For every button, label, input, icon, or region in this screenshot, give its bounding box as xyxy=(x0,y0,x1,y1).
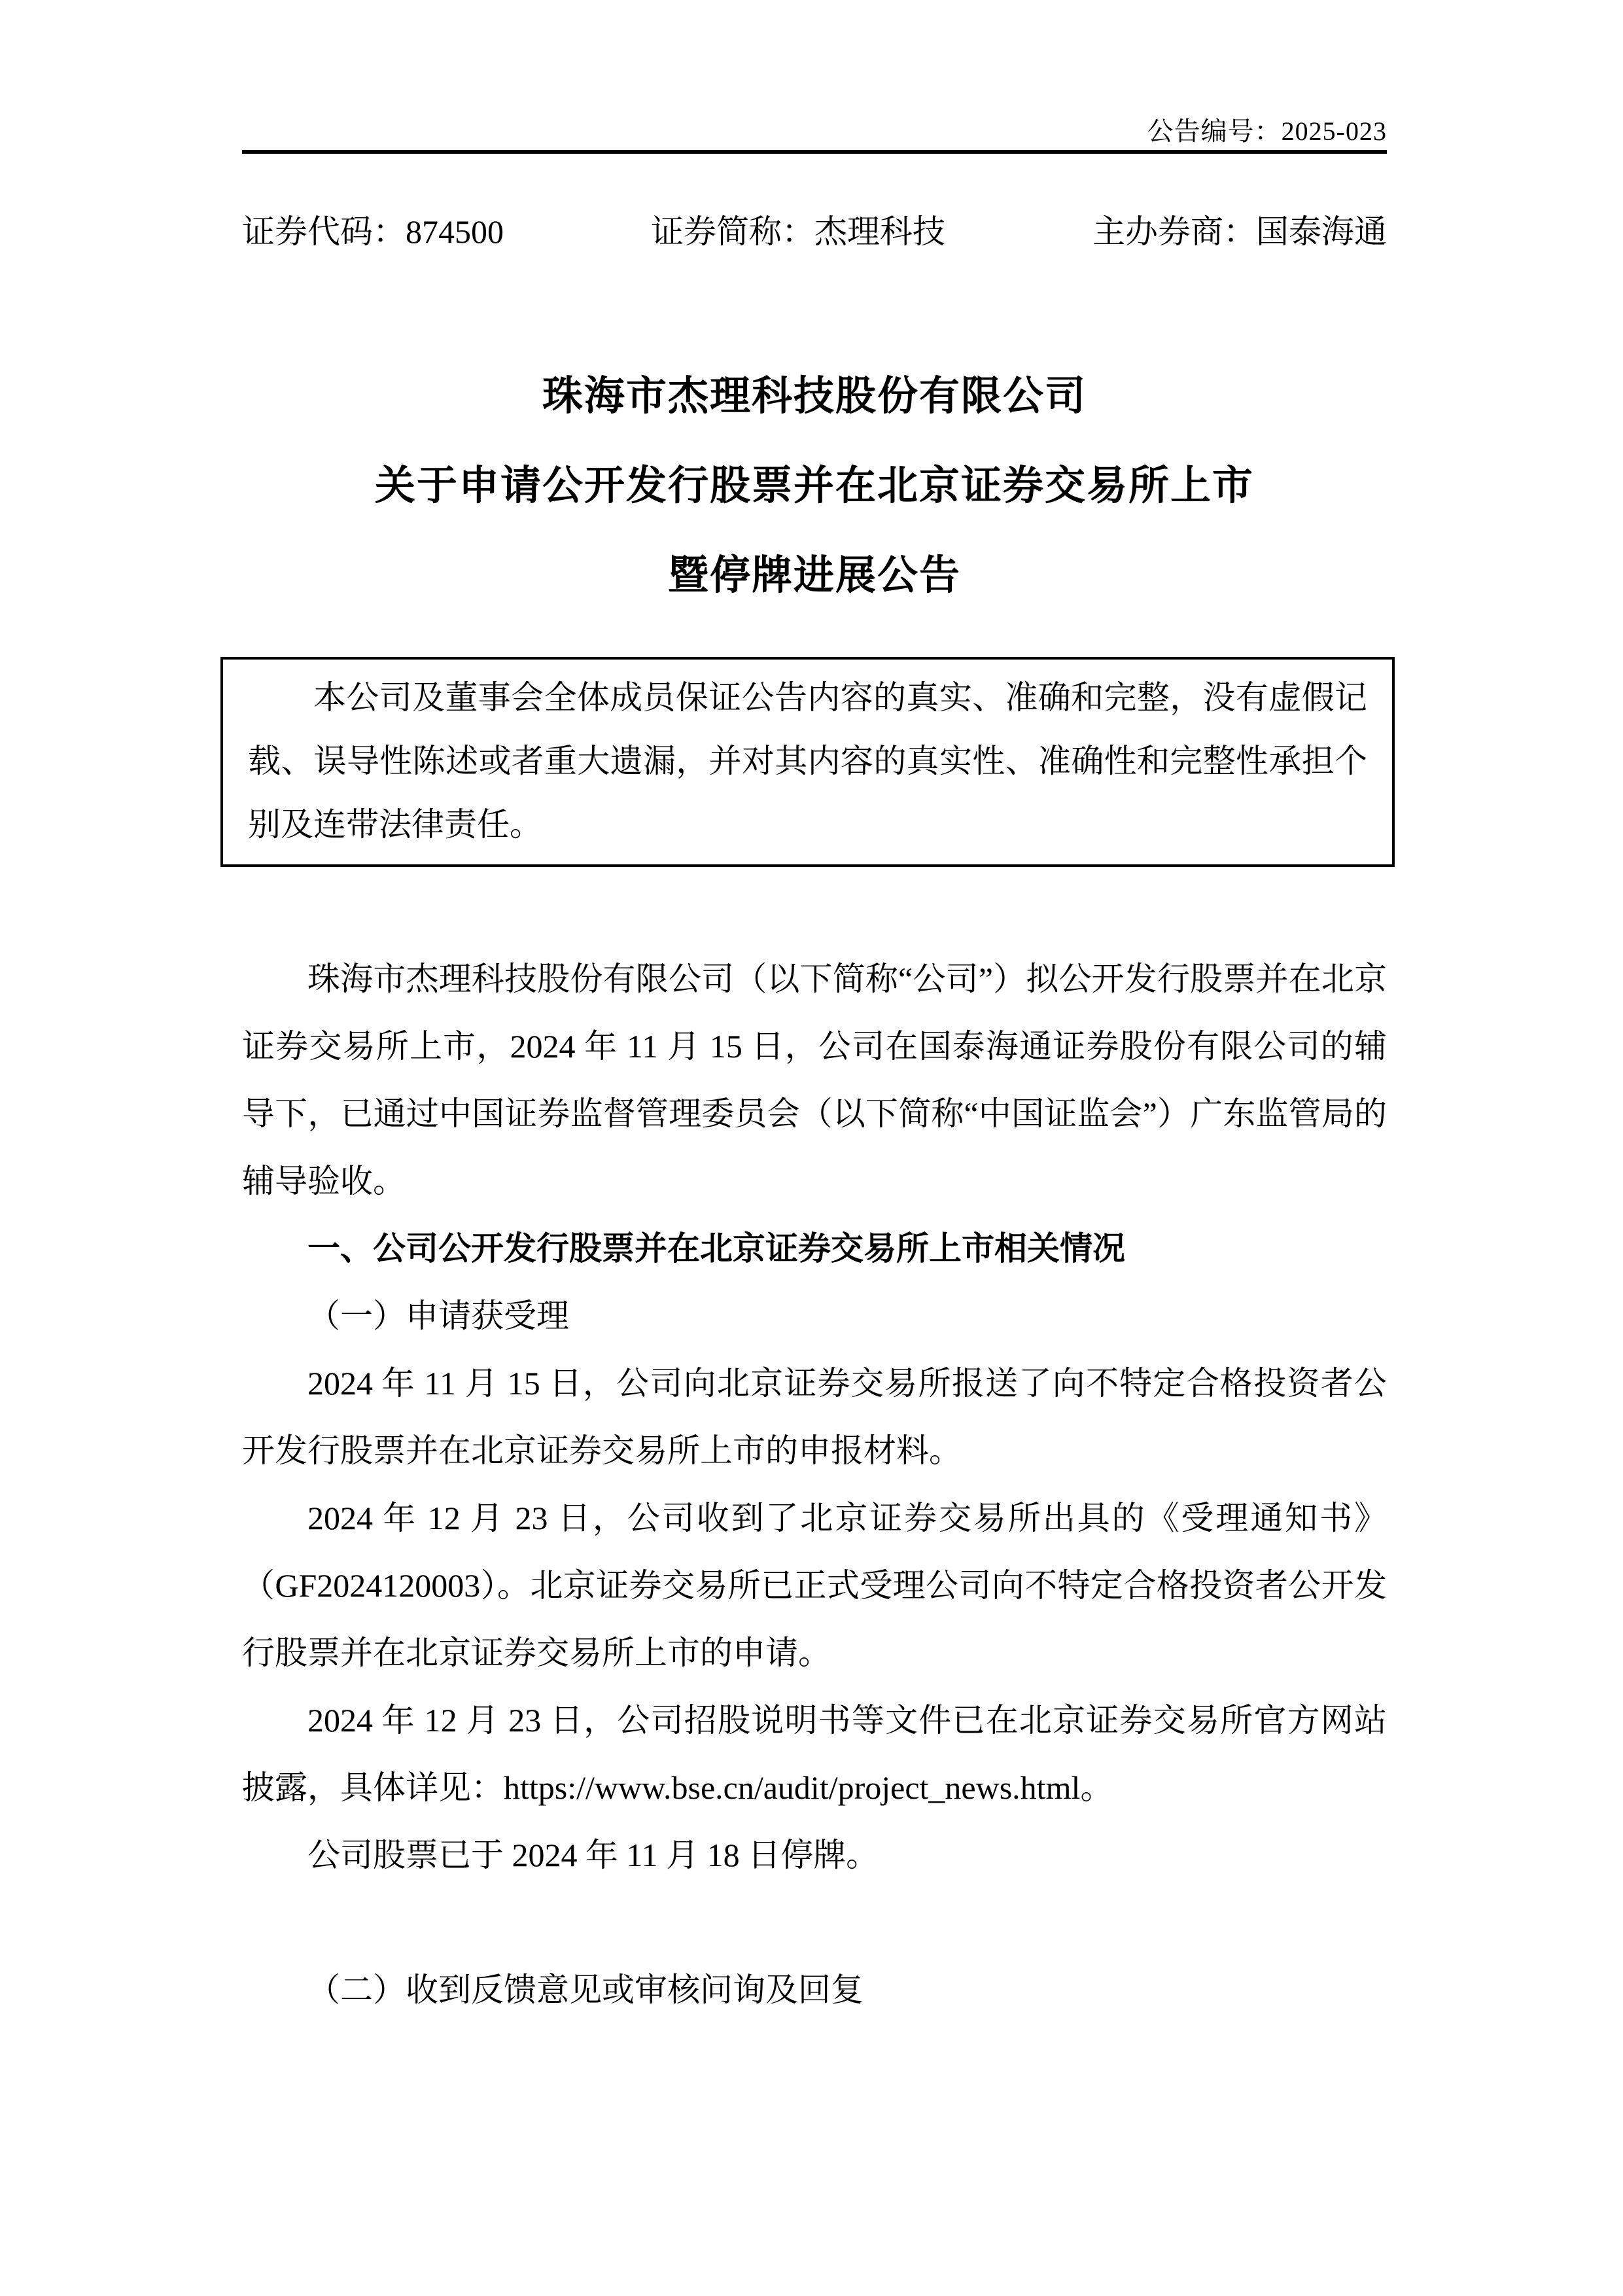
board-liability-notice-text: 本公司及董事会全体成员保证公告内容的真实、准确和完整，没有虚假记载、误导性陈述或者重大遗漏，并对其内容的真实性、准确性和完整性承担个别及连带法律责任。 xyxy=(248,679,1367,843)
stock-code: 证券代码：874500 xyxy=(242,213,504,250)
intro-paragraph: 珠海市杰理科技股份有限公司（以下简称“公司”）拟公开发行股票并在北京证券交易所上市，2024 年 11 月 15 日，公司在国泰海通证券股份有限公司的辅导下，已通过中国证券监督管理委员会（以下简称“中国证监会”）广东监管局的辅导验收。 xyxy=(242,961,1387,1199)
title-suspension-progress: 暨停牌进展公告 xyxy=(667,553,961,598)
prospectus-disclosure-period: 。 xyxy=(1080,1769,1113,1806)
prospectus-disclosure-text: 2024 年 12 月 23 日，公司招股说明书等文件已在北京证券交易所官方网站披露，具体详见： xyxy=(242,1702,1387,1806)
section-1-sub-1-heading: （一）申请获受理 xyxy=(307,1298,569,1334)
document-content xyxy=(242,0,1387,2024)
acceptance-notice-paragraph: 2024 年 12 月 23 日，公司收到了北京证券交易所出具的《受理通知书》（GF2024120003）。北京证券交易所已正式受理公司向不特定合格投资者公开发行股票并在北京证券交易所上市的申请。 xyxy=(242,1500,1387,1671)
securities-meta-row xyxy=(242,211,1387,252)
title-company-name: 珠海市杰理科技股份有限公司 xyxy=(542,374,1087,419)
announcement-number: 公告编号：2025-023 xyxy=(1147,116,1387,146)
stock-suspension-paragraph: 公司股票已于 2024 年 11 月 18 日停牌。 xyxy=(307,1837,879,1873)
title-subject: 关于申请公开发行股票并在北京证券交易所上市 xyxy=(374,463,1254,508)
board-liability-notice-box xyxy=(220,657,1395,867)
stock-abbreviation: 证券简称：杰理科技 xyxy=(651,213,945,250)
bse-disclosure-link[interactable]: https://www.bse.cn/audit/project_news.html xyxy=(504,1769,1081,1806)
document-body xyxy=(242,945,1387,2024)
application-filed-paragraph: 2024 年 11 月 15 日，公司向北京证券交易所报送了向不特定合格投资者公开发行股票并在北京证券交易所上市的申报材料。 xyxy=(242,1365,1387,1469)
document-title xyxy=(242,351,1387,620)
sponsor-broker: 主办券商：国泰海通 xyxy=(1092,213,1387,250)
prospectus-disclosure-paragraph xyxy=(242,1687,1387,1822)
section-1-heading: 一、公司公开发行股票并在北京证券交易所上市相关情况 xyxy=(307,1230,1125,1267)
section-1-sub-2-heading: （二）收到反馈意见或审核问询及回复 xyxy=(307,1971,864,2008)
